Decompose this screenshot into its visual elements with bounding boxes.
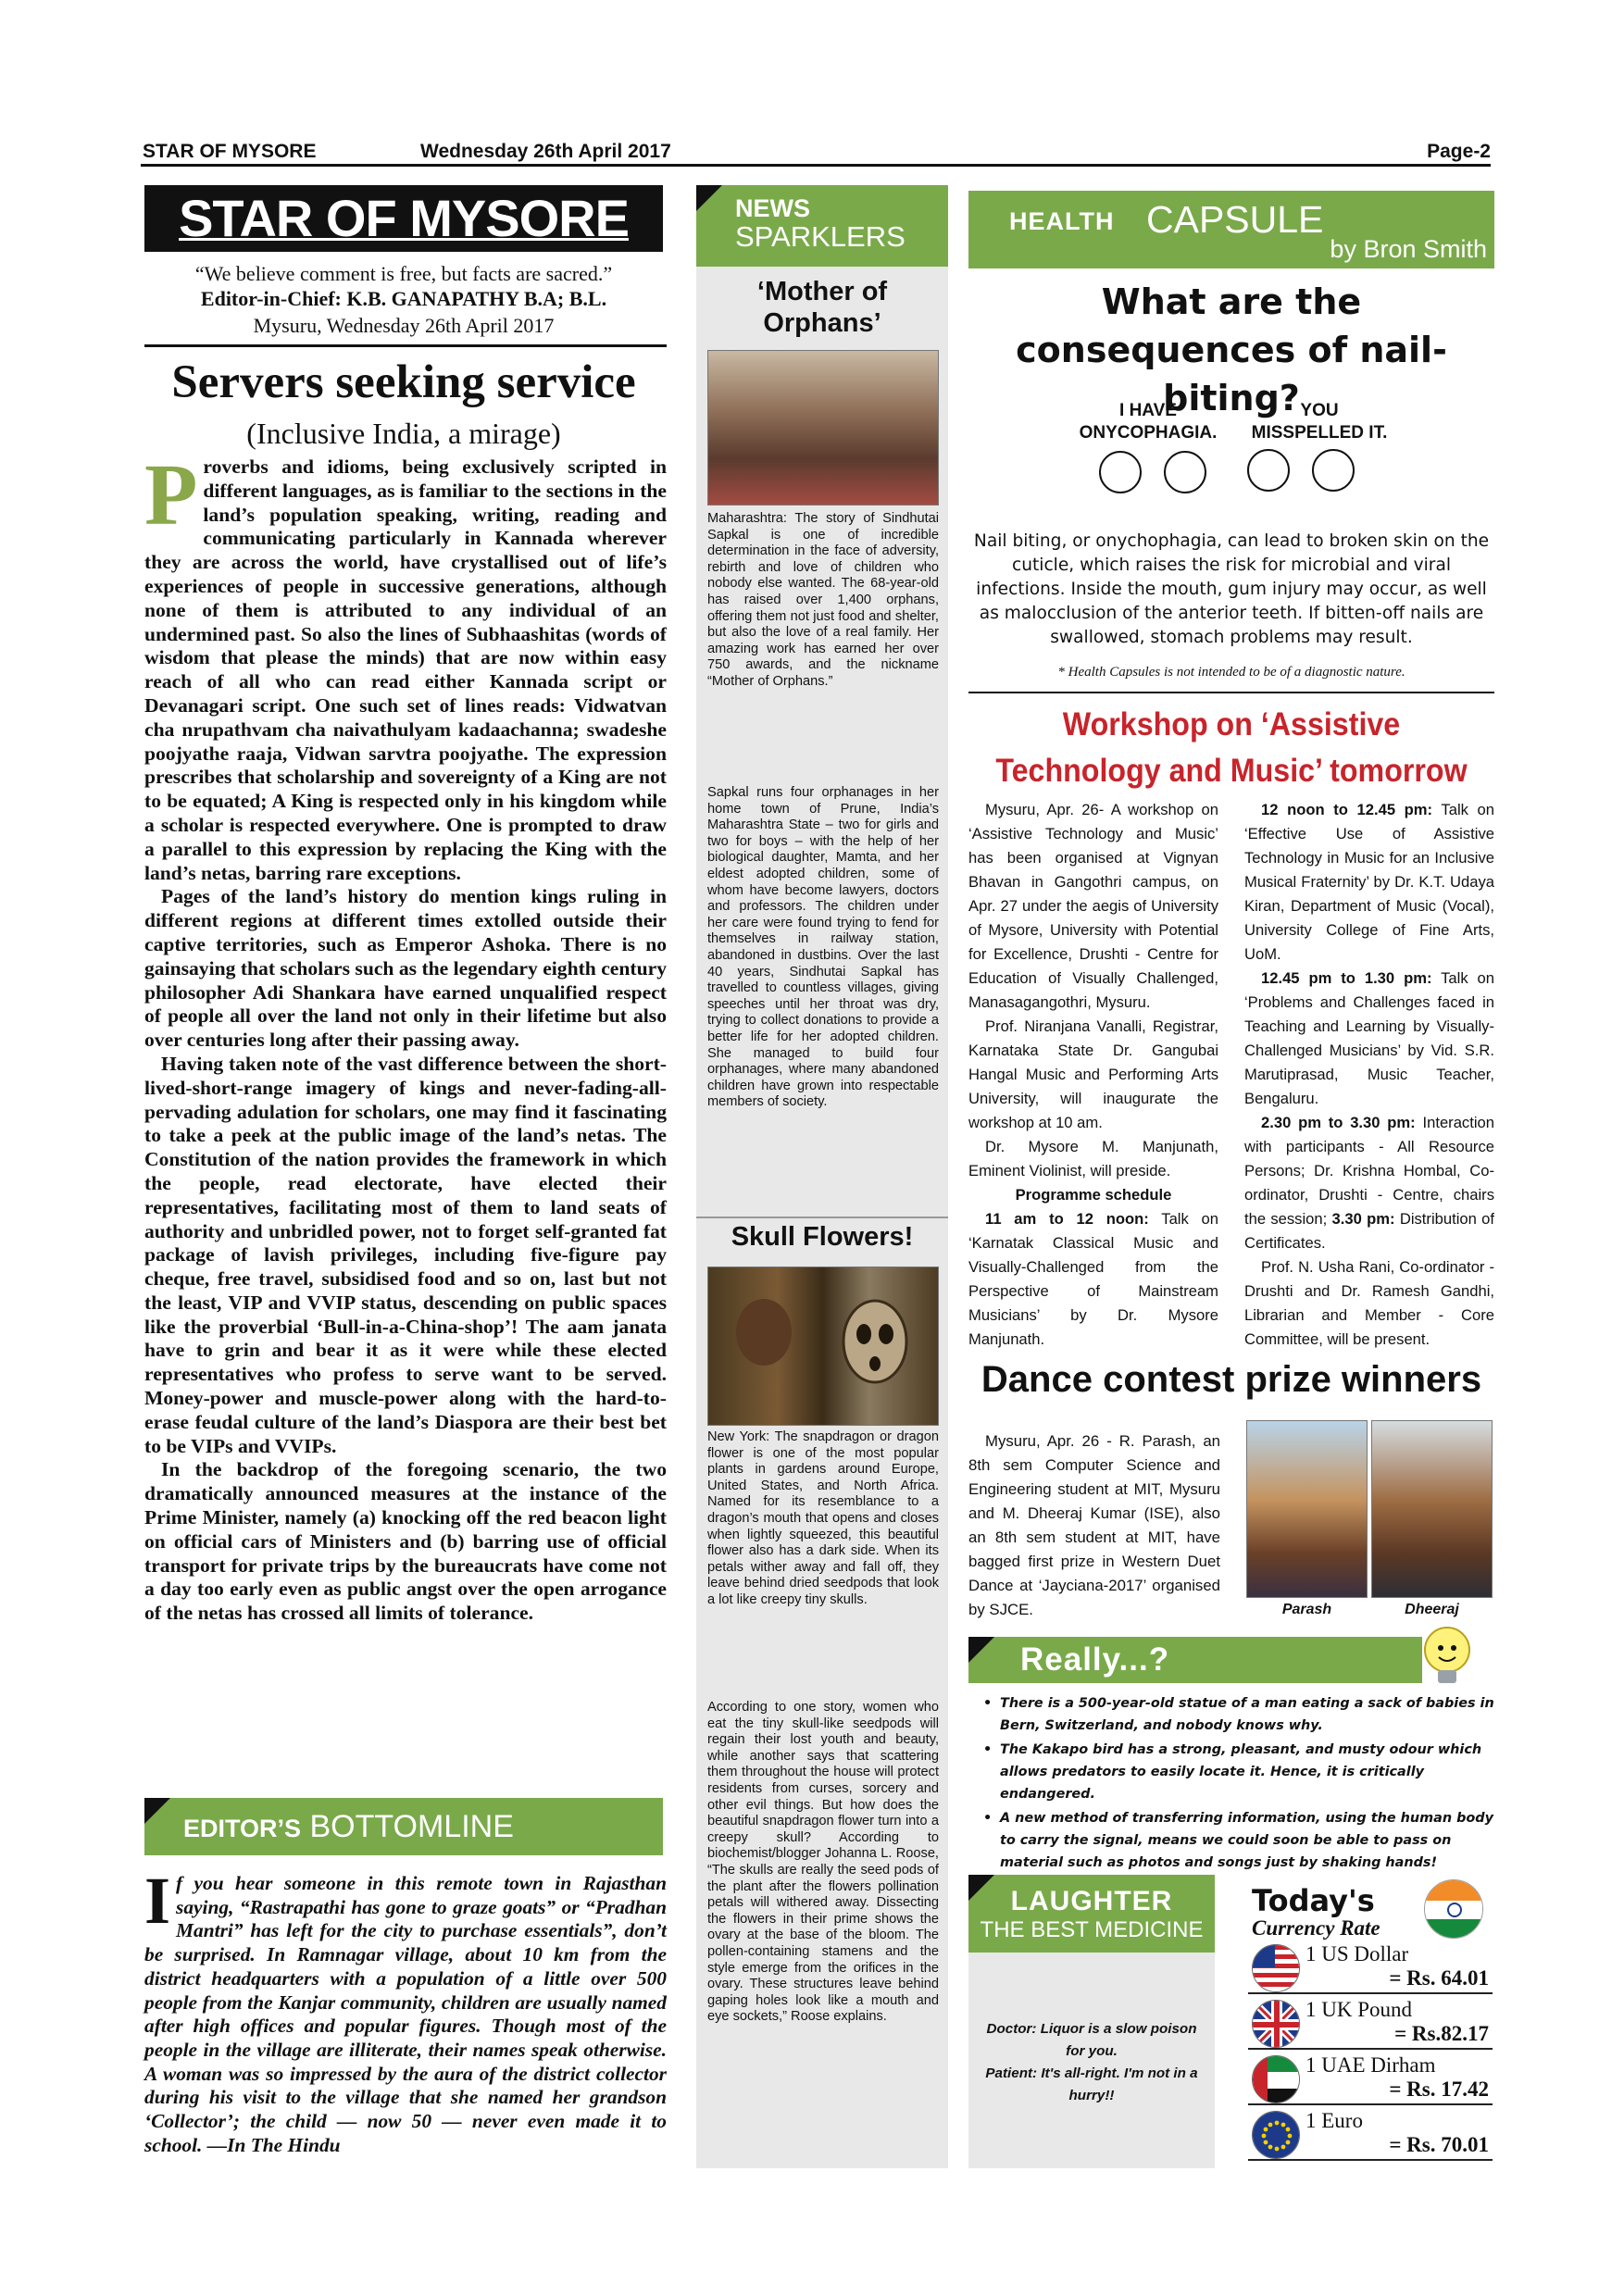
comic-right-text: YOU MISSPELLED IT.: [1251, 401, 1388, 443]
joke-line: Doctor: Liquor is a slow poison for you.: [986, 2021, 1197, 2059]
currency-row: [1248, 2052, 1493, 2105]
bottomline-label-b: BOTTOMLINE: [309, 1809, 514, 1844]
header-date: Wednesday 26th April 2017: [420, 141, 671, 162]
health-capsule-header: [968, 191, 1494, 268]
currency-value: = Rs.82.17: [1394, 2022, 1489, 2045]
currency-name: 1 US Dollar: [1305, 1942, 1409, 1965]
workshop-paragraph: Talk on ‘Effective Use of Assistive Technology in Music for an Inclusive Musical Fraternity’ by Dr. K.T. Udaya Kiran, Department of Music (Vocal), University College of Fine Arts, UoM.: [1244, 801, 1495, 963]
masthead-dateline: Mysuru, Wednesday 26th April 2017: [253, 314, 555, 337]
really-label: Really...?: [1020, 1641, 1170, 1678]
masthead-motto: “We believe comment is free, but facts are sacred.”: [194, 262, 613, 285]
photo-caption: Parash: [1281, 1602, 1332, 1617]
uae-flag-icon: [1252, 2055, 1300, 2103]
workshop-paragraph: Prof. Niranjana Vanalli, Registrar, Karnataka State Dr. Gangubai Hangal Music and Performing Arts University, will inaugurate the workshop at 10 am.: [968, 1017, 1218, 1131]
workshop-paragraph: Distribution of Certificates.: [1244, 1210, 1494, 1252]
really-header: [968, 1637, 1422, 1683]
workshop-time: 12.45 pm to 1.30 pm:: [1261, 969, 1432, 987]
laughter-label-b: THE BEST MEDICINE: [980, 1917, 1204, 1942]
workshop-column-1: [968, 798, 1218, 1352]
list-item: • A new method of transferring information, using the human body to carry the signal, means we could soon be able to pass on material such as photos and songs just by shaking hands!: [983, 1807, 1494, 1874]
editorial-title: Servers seeking service: [171, 356, 636, 408]
health-author: by Bron Smith: [1330, 235, 1487, 263]
comic-left-text: I HAVE ONYCOPHAGIA.: [1079, 401, 1218, 443]
laughter-joke: [980, 2018, 1204, 2107]
editorial-drop-cap: P: [144, 447, 198, 543]
mother-paragraph: Maharashtra: The story of Sindhutai Sapkal is one of incredible determination in the face of adversity, rebirth and love of children who nobody else wanted. The 68-year-old has raised over 1,400 orphans, offering them not just food and shelter, but also the love of a real family. Her amazing work has earned her over 750 awards, and the nickname “Mother of Orphans.”: [707, 511, 939, 689]
joke-line: Patient: It's all-right. I'm not in a hurry!!: [985, 2065, 1198, 2103]
laughter-label-a: LAUGHTER: [1010, 1886, 1173, 1916]
workshop-paragraph: Prof. N. Usha Rani, Co-ordinator - Drushti and Dr. Ramesh Gandhi, Librarian and Member - Core Committee, will be present.: [1244, 1258, 1494, 1348]
mother-title: ‘Mother of Orphans’: [756, 277, 888, 338]
masthead-rule: [144, 344, 667, 347]
health-note: * Health Capsules is not intended to be of a diagnostic nature.: [1057, 665, 1405, 680]
dheeraj-photo: [1371, 1420, 1493, 1598]
lightbulb-icon: [1417, 1622, 1478, 1691]
editorial-paragraph: roverbs and idioms, being exclusively scripted in different languages, as is familiar to the sections in the land’s population speaking, writing, reading and communicating particularly in Kannada wherever they are across the world, have crystallised out of life’s experiences of people in successive generations, although none of them is attributed to any individual of an undermined past. So also the lines of Subhaashitas (words of wisdom that please the minds) that are now within easy reach of all who can read either Kannada script or Devanagari script. One such set of lines reads: Vidwatvan cha nrupathvam cha naivathulyam kadaachanna; swadeshe poojyathe raaja, Vidwan sarvtra poojyathe. The expression prescribes that scholarship and sovereignty of a King are not to be equated; A King is respected only in his kingdom while a scholar is respected everywhere. One is prompted to draw a parallel to this expression by replacing the King with the land’s netas, barring rare exceptions.: [144, 455, 667, 884]
india-flag-icon: [1424, 1879, 1483, 1939]
workshop-paragraph: Dr. Mysore M. Manjunath, Eminent Violinist, will preside.: [968, 1138, 1218, 1179]
nail-biting-comic: [1056, 389, 1407, 500]
currency-title: Today's: [1252, 1883, 1375, 1918]
masthead: [144, 185, 663, 252]
bottomline-drop-cap: I: [144, 1864, 171, 1938]
currency-name: 1 Euro: [1305, 2109, 1363, 2132]
editorial-paragraph: Having taken note of the vast difference between the short-lived-short-range imagery of kings and never-fading-all-pervading adulation for scholars, one may find it fascinating to take a peek at the public image of the land’s netas. The Constitution of the nation provides the framework in which the people, read electorate, have elected their representatives, facilitating most of them to land seats of authority and unbridled power, not to forget self-granted fat package of lavish privileges, including five-figure pay cheque, free travel, subsidised food and so on, last but not the least, VIP and VVIP status, descending on public spaces like the proverbial ‘Bull-in-a-China-shop’! The aam janata have to grin and bear it as it were while these elected representatives who profess to serve want to be served. Money-power and muscle-power along with the hard-to-erase feudal culture of the land’s Diaspora are their best bet to be VIPs and VVIPs.: [144, 1052, 667, 1457]
uk-flag-icon: [1252, 2000, 1300, 2048]
dance-body: Mysuru, Apr. 26 - R. Parash, an 8th sem Computer Science and Engineering student at MIT, Mysuru and M. Dheeraj Kumar (ISE), also an 8th sem student at MIT, have bagged first prize in Western Duet Dance at ‘Jayciana-2017’ organised by SJCE.: [968, 1432, 1220, 1618]
currency-subtitle: Currency Rate: [1252, 1916, 1380, 1940]
list-item: • The Kakapo bird has a strong, pleasant, and musty odour which allows predators to easily locate it. Hence, it is critically endangered.: [983, 1739, 1494, 1805]
workshop-paragraph: Mysuru, Apr. 26- A workshop on ‘Assistive Technology and Music’ has been organised at Vignyan Bhavan in Gangothri campus, on Apr. 27 under the aegis of University of Mysore, University with Potential for Excellence, Drushti - Centre for Education of Visually Challenged, Manasagangothri, Mysuru.: [968, 801, 1218, 1011]
editorial-paragraph: Pages of the land’s history do mention kings ruling in different regions at different times extolled outside their captive territories, such as Emperor Ashoka. There is no gainsaying that scholars such as the legendary eighth century philosopher Adi Shankara have earned unqualified respect of people all over the land not only in their lifetime but also over centuries long after their passing away.: [144, 885, 667, 1052]
bottomline-header: [144, 1798, 663, 1855]
bottomline-body: [144, 1864, 667, 2157]
workshop-time: 12 noon to 12.45 pm:: [1261, 801, 1433, 818]
dance-title: Dance contest prize winners: [981, 1359, 1482, 1400]
currency-value: = Rs. 17.42: [1389, 2078, 1489, 2101]
header-page: Page-2: [1427, 141, 1491, 162]
workshop-time: 11 am to 12 noon:: [985, 1210, 1149, 1228]
currency-row: [1248, 2107, 1493, 2161]
skull-paragraph: According to one story, women who eat the tiny skull-like seedpods will regain their lost youth and beauty, while another says that scattering them throughout the house will protect residents from curses, sorcery and other evil things. But how does the beautiful snapdragon flower turn into a creepy skull? According to biochemist/blogger Johanna L. Roose, “The skulls are really the seed pods of the plant after the flowers pollination petals will withered away. Dissecting the flowers in their prime shows the ovary at the base of the bloom. The pollen-containing stamens and the style emerge from the orifices in the ovary. These structures leave behind gaping holes look like a mouth and eye sockets,” Roose explains.: [707, 1700, 939, 2025]
workshop-time: 3.30 pm:: [1331, 1210, 1395, 1228]
editorial-subtitle: (Inclusive India, a mirage): [246, 417, 561, 450]
news-sparklers-header: [696, 185, 948, 267]
bottomline-text: f you hear someone in this remote town in Rajasthan saying, “Rastrapathi has gone to graze goats” or “Pradhan Mantri” has left for the city to purchase essentials”, don’t be surprised. In Ramnagar village, about 10 km from the district headquarters with a population of a little over 500 people from the Kanjar community, children are usually named after high offices and popular figures. Though most of the people in the village are illiterate, their names speak otherwise. A woman was so impressed by the aura of the district collector during his visit to the village that she named her grandson ‘Collector’; the child — now 50 — never even made it to school. —In The Hindu: [144, 1872, 667, 2156]
workshop-paragraph: Talk on ‘Problems and Challenges faced in Teaching and Learning by Visually-Challenged Musicians’ by Vid. S.R. Marutiprasad, Music Teacher, Bengaluru.: [1244, 969, 1494, 1107]
skull-flower-photo: [707, 1267, 939, 1426]
health-label-b: CAPSULE: [1146, 198, 1324, 241]
news-label-a: NEWS: [735, 194, 810, 222]
list-item: • There is a 500-year-old statue of a man eating a sack of babies in Bern, Switzerland, and nobody knows why.: [983, 1692, 1494, 1737]
skull-paragraph: New York: The snapdragon or dragon flower is one of the most popular plants in gardens around Europe, United States, and North Africa. Named for its resemblance to a dragon’s mouth that opens and closes when lightly squeezed, this beautiful flower also has a dark side. When its petals wither away and fall off, they leave behind dried seedpods that look a lot like creepy tiny skulls.: [707, 1429, 939, 1607]
middle-divider: [696, 1217, 948, 1218]
currency-value: = Rs. 64.01: [1389, 1966, 1489, 1990]
orphans-group-photo: [707, 350, 939, 505]
editorial-paragraph: In the backdrop of the foregoing scenario, the two dramatically announced measures at the instance of the Prime Minister, namely (a) knocking off the red beacon light on official cars of Ministers and (b) barring use of official transport for private trips by the bureaucrats have come not a day too early even as public angst over the open arrogance of the netas has crossed all limits of tolerance.: [144, 1458, 667, 1625]
workshop-schedule-label: Programme schedule: [1015, 1186, 1172, 1204]
currency-name: 1 UK Pound: [1305, 1998, 1413, 2021]
health-label-a: HEALTH: [1009, 207, 1115, 235]
health-question: What are the consequences of nail-biting?: [1016, 281, 1447, 418]
currency-value: = Rs. 70.01: [1389, 2133, 1489, 2156]
eu-flag-icon: [1252, 2111, 1300, 2159]
masthead-editor: Editor-in-Chief: K.B. GANAPATHY B.A; B.L.: [200, 287, 607, 310]
health-divider: [968, 692, 1494, 693]
us-flag-icon: [1252, 1944, 1300, 1992]
workshop-time: 2.30 pm to 3.30 pm:: [1261, 1114, 1416, 1131]
really-list: [983, 1692, 1494, 1876]
currency-row: [1248, 1996, 1493, 2050]
workshop-paragraph: Interaction with participants - All Resource Persons; Dr. Krishna Hombal, Co-ordinator, Drushti - Centre, chairs the session;: [1244, 1114, 1494, 1228]
news-label-b: SPARKLERS: [735, 220, 906, 253]
masthead-title: STAR OF MYSORE: [179, 189, 629, 247]
parash-photo: [1246, 1420, 1368, 1598]
mother-paragraph: Sapkal runs four orphanages in her home town of Prune, India’s Maharashtra State – two for girls and two for boys – with the help of her biological daughter, Mamta, and her eldest adopted children, some of whom have become lawyers, doctors and professors. The children under her care were found trying to fend for themselves in railway station, abandoned in dustbins. Over the last 40 years, Sindhutai Sapkal has travelled to countless villages, giving speeches until her throat was dry, trying to collect donations to provide a better life for her adopted children. She managed to build four orphanages, where many abandoned children have grown into respectable members of society.: [707, 785, 939, 1110]
workshop-title: Workshop on ‘Assistive Technology and Music’ tomorrow: [995, 706, 1468, 789]
editorial-body: [144, 447, 667, 1626]
workshop-paragraph: Talk on ‘Karnatak Classical Music and Visually-Challenged from the Perspective of Mainstream Musicians’ by Dr. Mysore Manjunath.: [968, 1210, 1219, 1348]
laughter-header: [968, 1875, 1215, 1953]
health-body: Nail biting, or onychophagia, can lead to broken skin on the cuticle, which raises the risk for microbial and viral infections. Inside the mouth, gum injury may occur, as well as malocclusion of the anterior teeth. If bitten-off nails are swallowed, stomach problems may result.: [973, 531, 1490, 647]
page-header: [141, 139, 1491, 167]
header-paper-name: STAR OF MYSORE: [143, 141, 317, 162]
currency-name: 1 UAE Dirham: [1305, 2053, 1436, 2077]
bottomline-label-a: EDITOR’S: [183, 1815, 302, 1842]
skull-title: Skull Flowers!: [731, 1222, 914, 1252]
photo-caption: Dheeraj: [1405, 1602, 1459, 1617]
currency-row: [1248, 1940, 1493, 1994]
workshop-column-2: [1244, 798, 1494, 1352]
